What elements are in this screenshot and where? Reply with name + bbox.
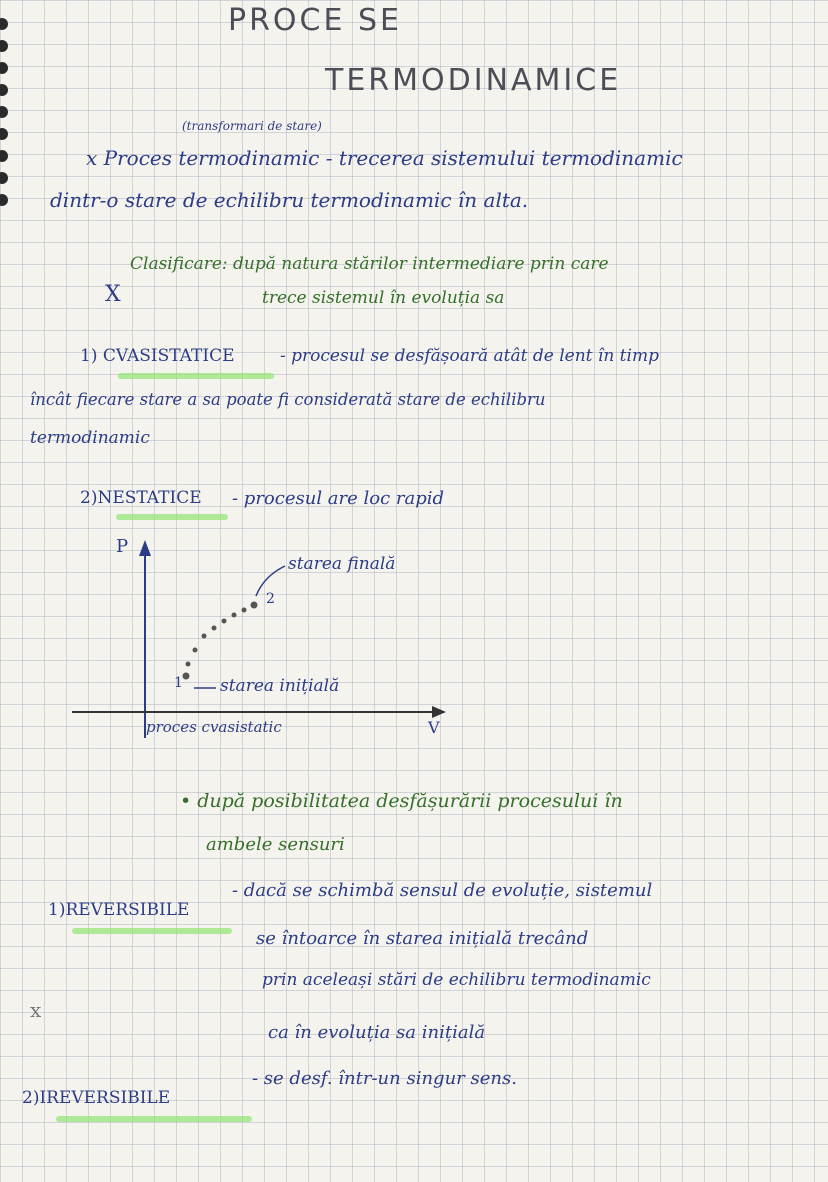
cvasistatice-line-1: - procesul se desfășoară atât de lent în timp — [280, 346, 659, 366]
margin-mark-2: x — [30, 998, 42, 1022]
classification-1-line-2: trece sistemul în evoluția sa — [262, 288, 505, 308]
reversibile-line-3: prin aceleași stări de echilibru termodinamic — [262, 970, 651, 990]
ireversibile-label: 2)IREVERSIBILE — [22, 1088, 171, 1108]
classification-2-line-1: • după posibilitatea desfășurării procesului în — [180, 790, 623, 812]
point-2-label: 2 — [266, 591, 275, 607]
x-axis-arrow — [432, 706, 446, 718]
definition-line-1: x Proces termodinamic - trecerea sistemului termodinamic — [86, 146, 683, 170]
highlight-ireversibile — [56, 1116, 252, 1122]
y-axis-arrow — [139, 540, 151, 556]
subtitle-note: (transformari de stare) — [182, 119, 322, 133]
cvasistatice-label: 1) CVASISTATICE — [80, 346, 235, 366]
process-points — [183, 602, 258, 680]
cvasistatice-line-3: termodinamic — [30, 428, 150, 448]
title-line-2: TERMODINAMICE — [325, 63, 622, 98]
nestatice-label: 2)NESTATICE — [80, 488, 202, 508]
x-axis-label: V — [428, 718, 440, 737]
classification-2-line-2: ambele sensuri — [206, 834, 345, 855]
classification-1-line-1: Clasificare: după natura stărilor intermediare prin care — [130, 254, 609, 274]
nestatice-line-1: - procesul are loc rapid — [232, 488, 445, 509]
ireversibile-line-1: - se desf. într-un singur sens. — [252, 1068, 517, 1089]
graph-caption: proces cvasistatic — [146, 718, 282, 736]
reversibile-line-1: - dacă se schimbă sensul de evoluție, sistemul — [232, 880, 653, 901]
point-1-label: 1 — [174, 675, 183, 691]
reversibile-line-4: ca în evoluția sa inițială — [268, 1022, 486, 1043]
initial-state-label: starea inițială — [220, 676, 340, 696]
reversibile-line-2: se întoarce în starea inițială trecând — [256, 928, 589, 949]
definition-line-2: dintr-o stare de echilibru termodinamic în alta. — [50, 188, 529, 212]
margin-mark: X — [105, 282, 121, 307]
final-state-label: starea finală — [288, 554, 396, 574]
cvasistatice-line-2: încât fiecare stare a sa poate fi considerată stare de echilibru — [30, 390, 546, 409]
highlight-reversibile — [72, 928, 232, 934]
reversibile-label: 1)REVERSIBILE — [48, 900, 190, 920]
title-line-1: PROCE SE — [228, 3, 402, 38]
y-axis-label: P — [116, 536, 129, 557]
